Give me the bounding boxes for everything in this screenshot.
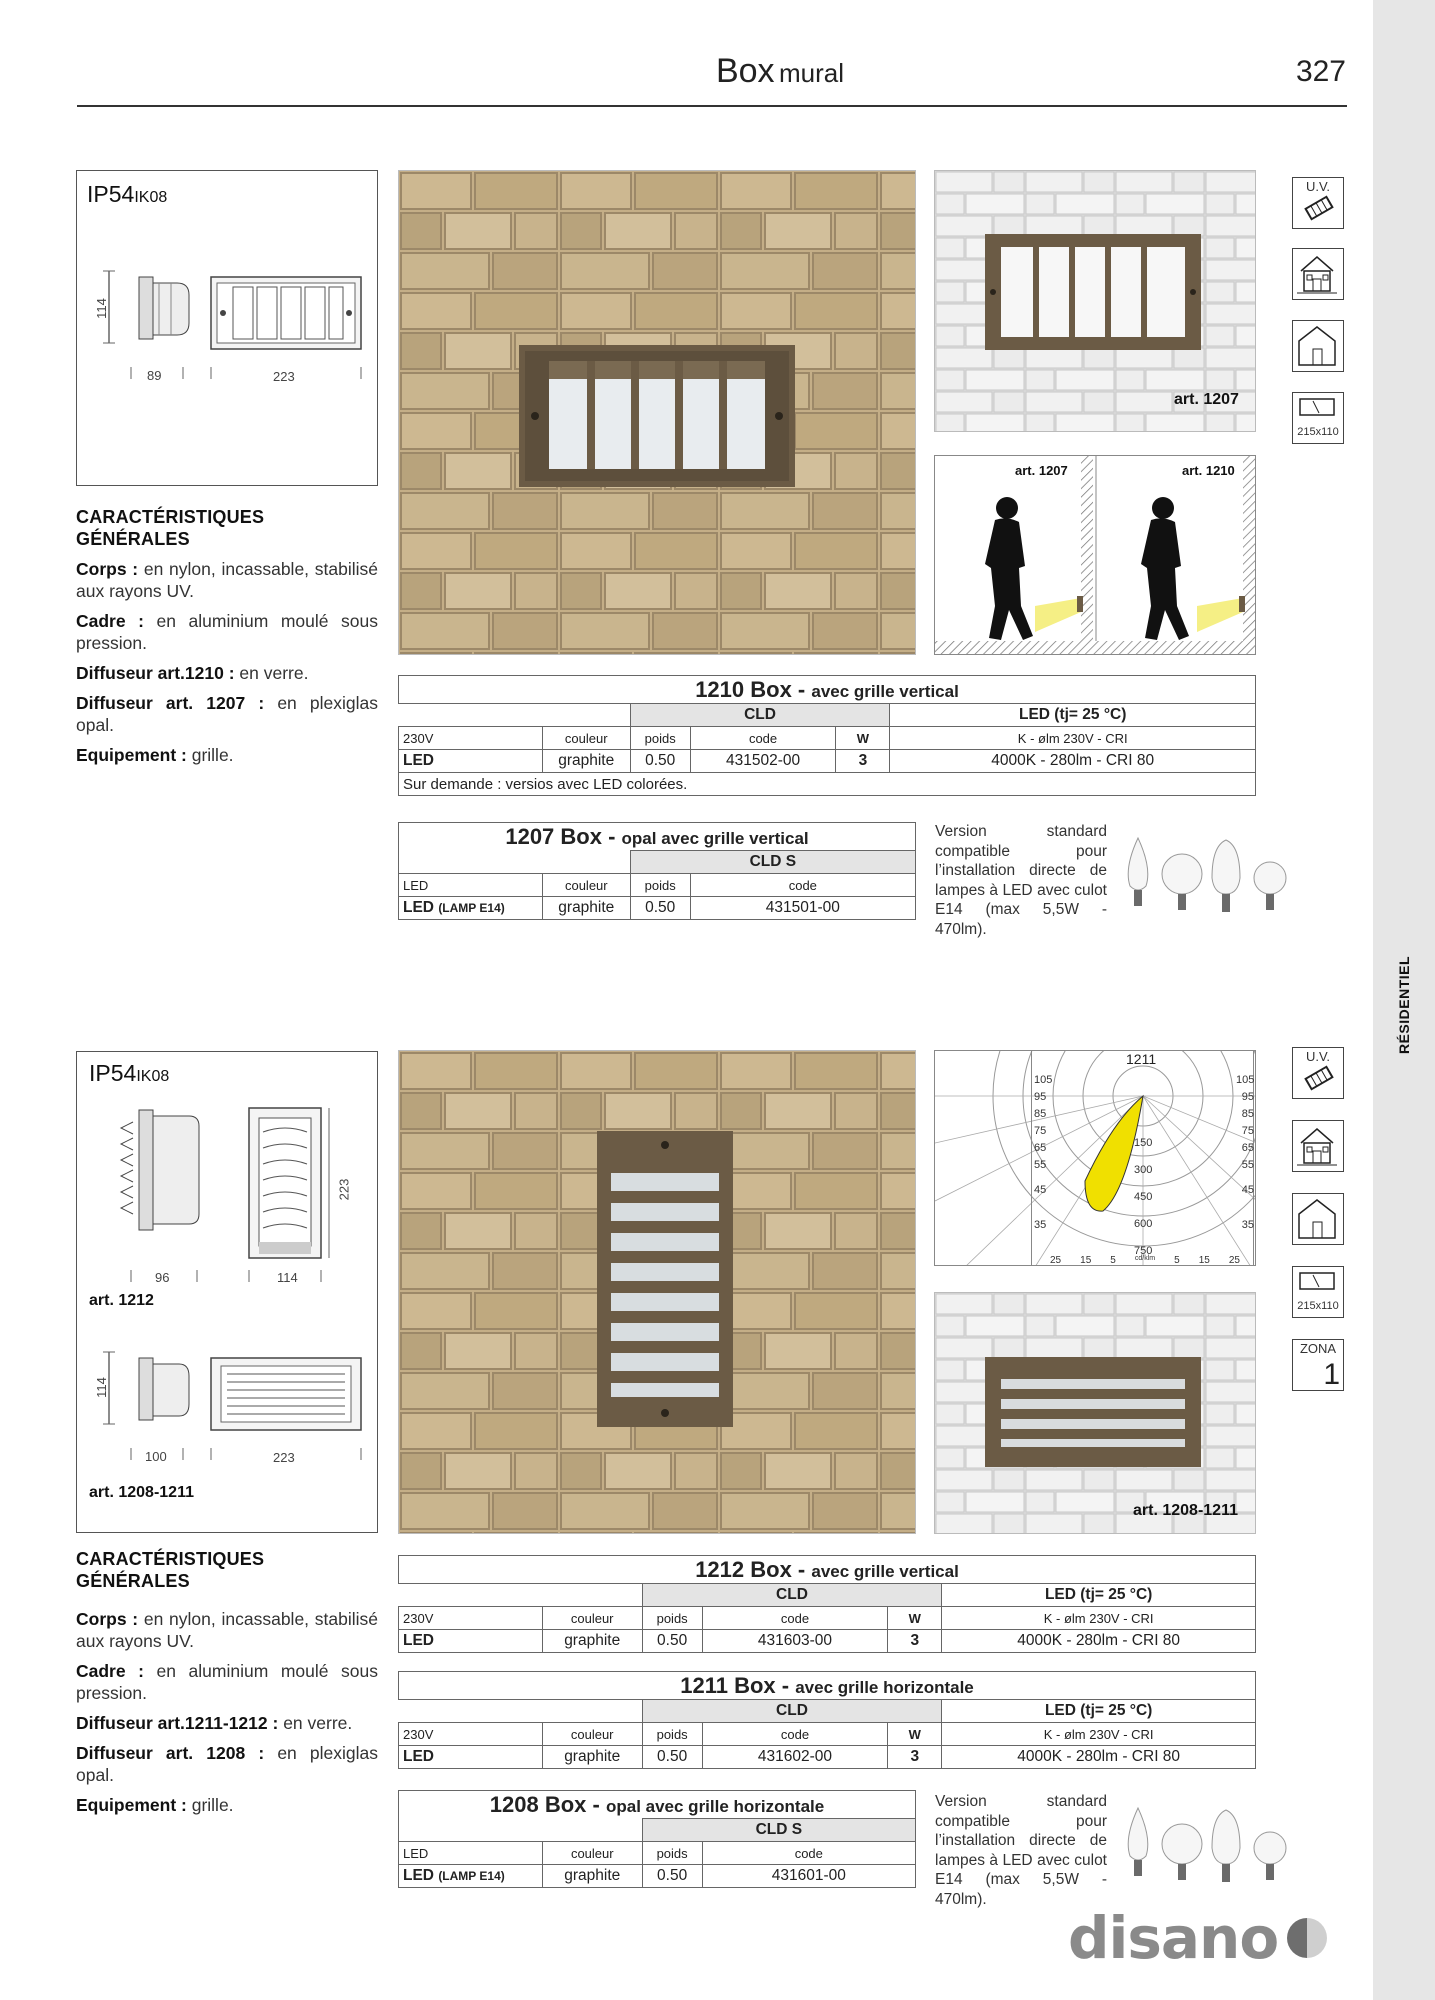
product-table-1207: 1207 Box - opal avec grille vertical CLD S LED couleur poids code LED (LAMP E14) graphite 0.50 431501-00 xyxy=(398,822,916,920)
page-title: Box mural xyxy=(715,52,845,90)
photo-label-1208-1211: art. 1208-1211 xyxy=(1133,1502,1238,1519)
polar-angle-labels: 105 95 85 75 65 55 45 35 xyxy=(1034,1074,1053,1231)
dim-1212-height: 223 xyxy=(336,1178,352,1201)
features-1: CARACTÉRISTIQUES GÉNÉRALES Corps : en nylon, incassable, stabilisé aux rayons UV. Cadre : en aluminium moulé sous pression. Diffuseur art.1210 : en verre. Diffuseur art. 1207 : en plexiglas opal. Equipement : grille. xyxy=(76,507,378,765)
product-table-1211: 1211 Box - avec grille horizontale CLD LED (tj= 25 °C) 230V couleur poids code W K - ølm 230V - CRI LED graphite 0.50 431602-00 3 4000K - 280lm - CRI 80 xyxy=(398,1671,1256,1769)
dim-depth: 89 xyxy=(147,368,162,383)
dim-1208-depth: 100 xyxy=(145,1449,167,1464)
dim-1212-width: 114 xyxy=(277,1270,298,1285)
label-1208-1211: art. 1208-1211 xyxy=(89,1484,194,1501)
polar-radii-labels: 150 300 450 600 750 xyxy=(1134,1137,1153,1257)
dim-1208-width: 223 xyxy=(273,1450,295,1465)
product-photo-1210 xyxy=(398,170,916,655)
compatibility-note-1: Version standard compatible pour l’installation directe de lampes à LED avec culot E14 (max 5,5W - 470lm). xyxy=(935,823,1107,938)
ip-rating: IP54IK08 xyxy=(87,181,168,207)
features-2: CARACTÉRISTIQUES GÉNÉRALES Corps : en nylon, incassable, stabilisé aux rayons UV. Cadre : en aluminium moulé sous pression. Diffuseur art.1211-1212 : en verre. Diffuseur art. 1208 : en plexiglas opal. Equipement : grille. xyxy=(76,1549,378,1815)
dim-height: 114 xyxy=(93,298,109,319)
diagram-label-1207: art. 1207 xyxy=(1015,463,1068,478)
uv-resistant-icon: U.V. xyxy=(1292,177,1344,229)
led-lamp-bulbs-1 xyxy=(1114,828,1290,924)
installation-diagram xyxy=(934,455,1256,655)
outdoor-house-icon-2 xyxy=(1292,1120,1344,1172)
logo-half-circle-icon xyxy=(1286,1917,1328,1959)
diagram-label-1210: art. 1210 xyxy=(1182,463,1235,478)
features-heading-2: CARACTÉRISTIQUES GÉNÉRALES xyxy=(76,1549,265,1591)
header-rule xyxy=(77,105,1347,107)
polar-bottom-labels: 25 15 5 cd/klm 5 15 25 xyxy=(1050,1255,1240,1266)
label-1212: art. 1212 xyxy=(89,1292,154,1309)
dim-width: 223 xyxy=(273,369,295,384)
dim-1212-depth: 96 xyxy=(155,1270,170,1285)
product-photo-1212 xyxy=(398,1050,916,1534)
dim-1208-height: 114 xyxy=(93,1377,109,1398)
page-number: 327 xyxy=(1295,55,1346,88)
dimension-box-2 xyxy=(76,1051,378,1533)
features-heading: CARACTÉRISTIQUES GÉNÉRALES xyxy=(76,507,265,549)
section-label: RÉSIDENTIEL xyxy=(1396,955,1413,1055)
ip-rating-2: IP54IK08 xyxy=(89,1060,170,1086)
product-table-1210: 1210 Box - avec grille vertical CLD LED (tj= 25 °C) 230V couleur poids code W K - ølm 230V - CRI LED graphite 0.50 431502-00 3 4000K - 280lm - CRI 80 Sur demande : versios avec LED colorées. xyxy=(398,675,1256,796)
recess-size-icon: 215x110 xyxy=(1292,392,1344,444)
recess-size-icon-2: 215x110 xyxy=(1292,1266,1344,1318)
product-photo-1208-1211 xyxy=(934,1292,1256,1534)
product-table-1208: 1208 Box - opal avec grille horizontale CLD S LED couleur poids code LED (LAMP E14) graphite 0.50 431601-00 xyxy=(398,1790,916,1888)
product-dimension-drawing xyxy=(77,171,379,487)
compatibility-note-2: Version standard compatible pour l’installation directe de lampes à LED avec culot E14 (max 5,5W - 470lm). xyxy=(935,1793,1107,1908)
product-table-1212: 1212 Box - avec grille vertical CLD LED (tj= 25 °C) 230V couleur poids code W K - ølm 230V - CRI LED graphite 0.50 431603-00 3 4000K - 280lm - CRI 80 xyxy=(398,1555,1256,1653)
uv-resistant-icon-2: U.V. xyxy=(1292,1047,1344,1099)
indoor-house-icon-2 xyxy=(1292,1193,1344,1245)
outdoor-house-icon xyxy=(1292,248,1344,300)
led-lamp-bulbs-2 xyxy=(1114,1798,1290,1894)
photometric-polar-diagram xyxy=(934,1050,1256,1266)
polar-title: 1211 xyxy=(1126,1051,1157,1067)
zone-rating-icon: ZONA 1 xyxy=(1292,1339,1344,1391)
dimension-box-1 xyxy=(76,170,378,486)
photo-label-1207: art. 1207 xyxy=(1174,391,1239,408)
polar-angle-labels-right: 105 95 85 75 65 55 45 35 xyxy=(1236,1074,1255,1231)
disano-logo: disano xyxy=(1068,1908,1328,1968)
indoor-house-icon xyxy=(1292,320,1344,372)
